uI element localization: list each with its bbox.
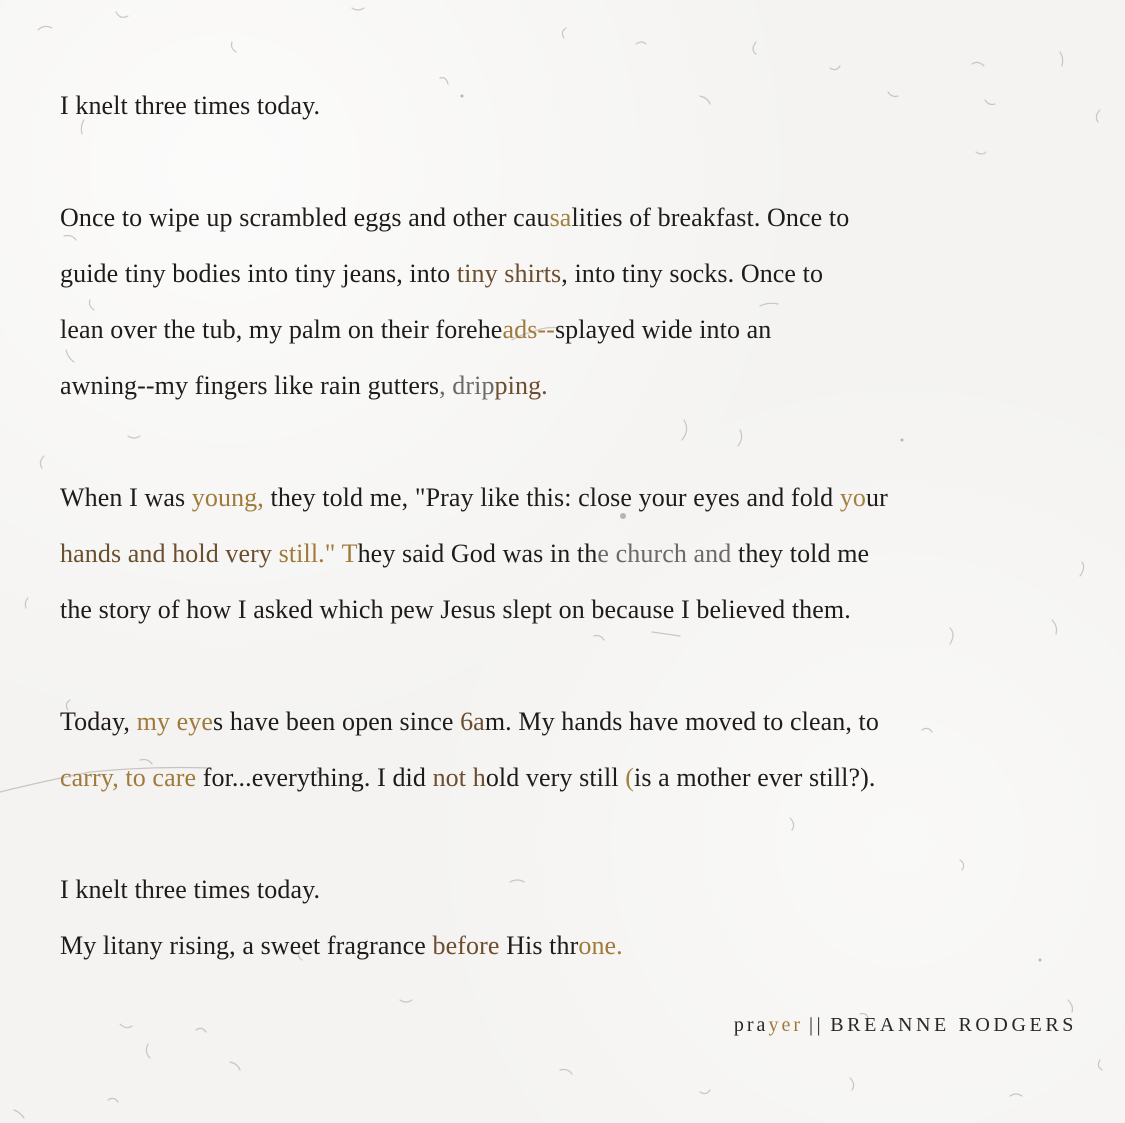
- text-run: s have been open since: [213, 707, 461, 736]
- poem-body: [60, 78, 1070, 1030]
- text-run: m. My hands have moved to clean, to: [484, 707, 879, 736]
- text-run: is a mother ever still?).: [634, 763, 876, 792]
- text-run-highlight: hands and hold very: [60, 539, 273, 568]
- text-run-highlight: not h: [432, 763, 486, 792]
- poem-line: [60, 918, 1070, 974]
- stanza-3: [60, 470, 1070, 638]
- text-run-highlight: my eye: [136, 707, 214, 736]
- text-run: for...everything. I did: [196, 763, 433, 792]
- poem-title-part: pra: [733, 1014, 769, 1036]
- text-run-highlight: ads--: [502, 315, 555, 344]
- poem-line: [60, 246, 1070, 302]
- text-run-highlight: tiny shirts: [456, 259, 562, 288]
- poem-title-part-highlight: yer: [768, 1014, 803, 1036]
- poem-line: [60, 302, 1070, 358]
- poem-line: [60, 470, 1070, 526]
- poem-line: [60, 526, 1070, 582]
- text-run-highlight: before: [432, 931, 500, 960]
- signature-separator: ||: [808, 1014, 825, 1036]
- poem-line: I knelt three times today.: [60, 91, 321, 120]
- text-run: old very still: [485, 763, 626, 792]
- text-run-highlight: one.: [578, 931, 623, 960]
- stanza-1: [60, 78, 1070, 134]
- text-run: lities of breakfast. Once to: [571, 203, 850, 232]
- poem-line: [60, 694, 1070, 750]
- text-run: guide tiny bodies into tiny jeans, into: [60, 259, 457, 288]
- text-run-highlight: still." T: [272, 539, 358, 568]
- text-run: splayed wide into an: [554, 315, 772, 344]
- text-run: they told me: [731, 539, 870, 568]
- poem-line: I knelt three times today.: [60, 875, 321, 904]
- text-run-highlight: , drip: [439, 371, 495, 400]
- stanza-2: [60, 190, 1070, 414]
- poem-line: [60, 750, 1070, 806]
- text-run-highlight: sa: [549, 203, 572, 232]
- stanza-4: [60, 694, 1070, 806]
- text-run: they told me, "Pray like this: close your eyes and fold: [263, 483, 840, 512]
- text-run-highlight: young,: [191, 483, 264, 512]
- text-run: awning--my fingers like rain gutters: [60, 371, 440, 400]
- poem-line: [60, 358, 1070, 414]
- text-run: , into tiny socks. Once to: [561, 259, 824, 288]
- text-run: hey said God was in th: [357, 539, 598, 568]
- text-run-highlight: e church and: [597, 539, 732, 568]
- text-run: lean over the tub, my palm on their forehe: [60, 315, 503, 344]
- poem-title: [734, 1014, 803, 1036]
- author-name: BREANNE RODGERS: [830, 1014, 1077, 1036]
- text-run-highlight: carry, to care: [60, 763, 197, 792]
- text-run: ur: [866, 483, 888, 512]
- text-run-highlight: (: [625, 763, 635, 792]
- text-run: When I was: [60, 483, 192, 512]
- text-run: His thr: [499, 931, 579, 960]
- text-run-highlight: ping.: [494, 371, 548, 400]
- text-run: My litany rising, a sweet fragrance: [60, 931, 433, 960]
- text-run-highlight: 6a: [460, 707, 485, 736]
- poem-signature: [734, 1014, 1077, 1037]
- poem-line: the story of how I asked which pew Jesus slept on because I believed them.: [60, 595, 851, 624]
- poem-line: [60, 190, 1070, 246]
- text-run: Once to wipe up scrambled eggs and other cau: [60, 203, 550, 232]
- text-run: Today,: [60, 707, 137, 736]
- stanza-5: [60, 862, 1070, 974]
- text-run-highlight: yo: [839, 483, 867, 512]
